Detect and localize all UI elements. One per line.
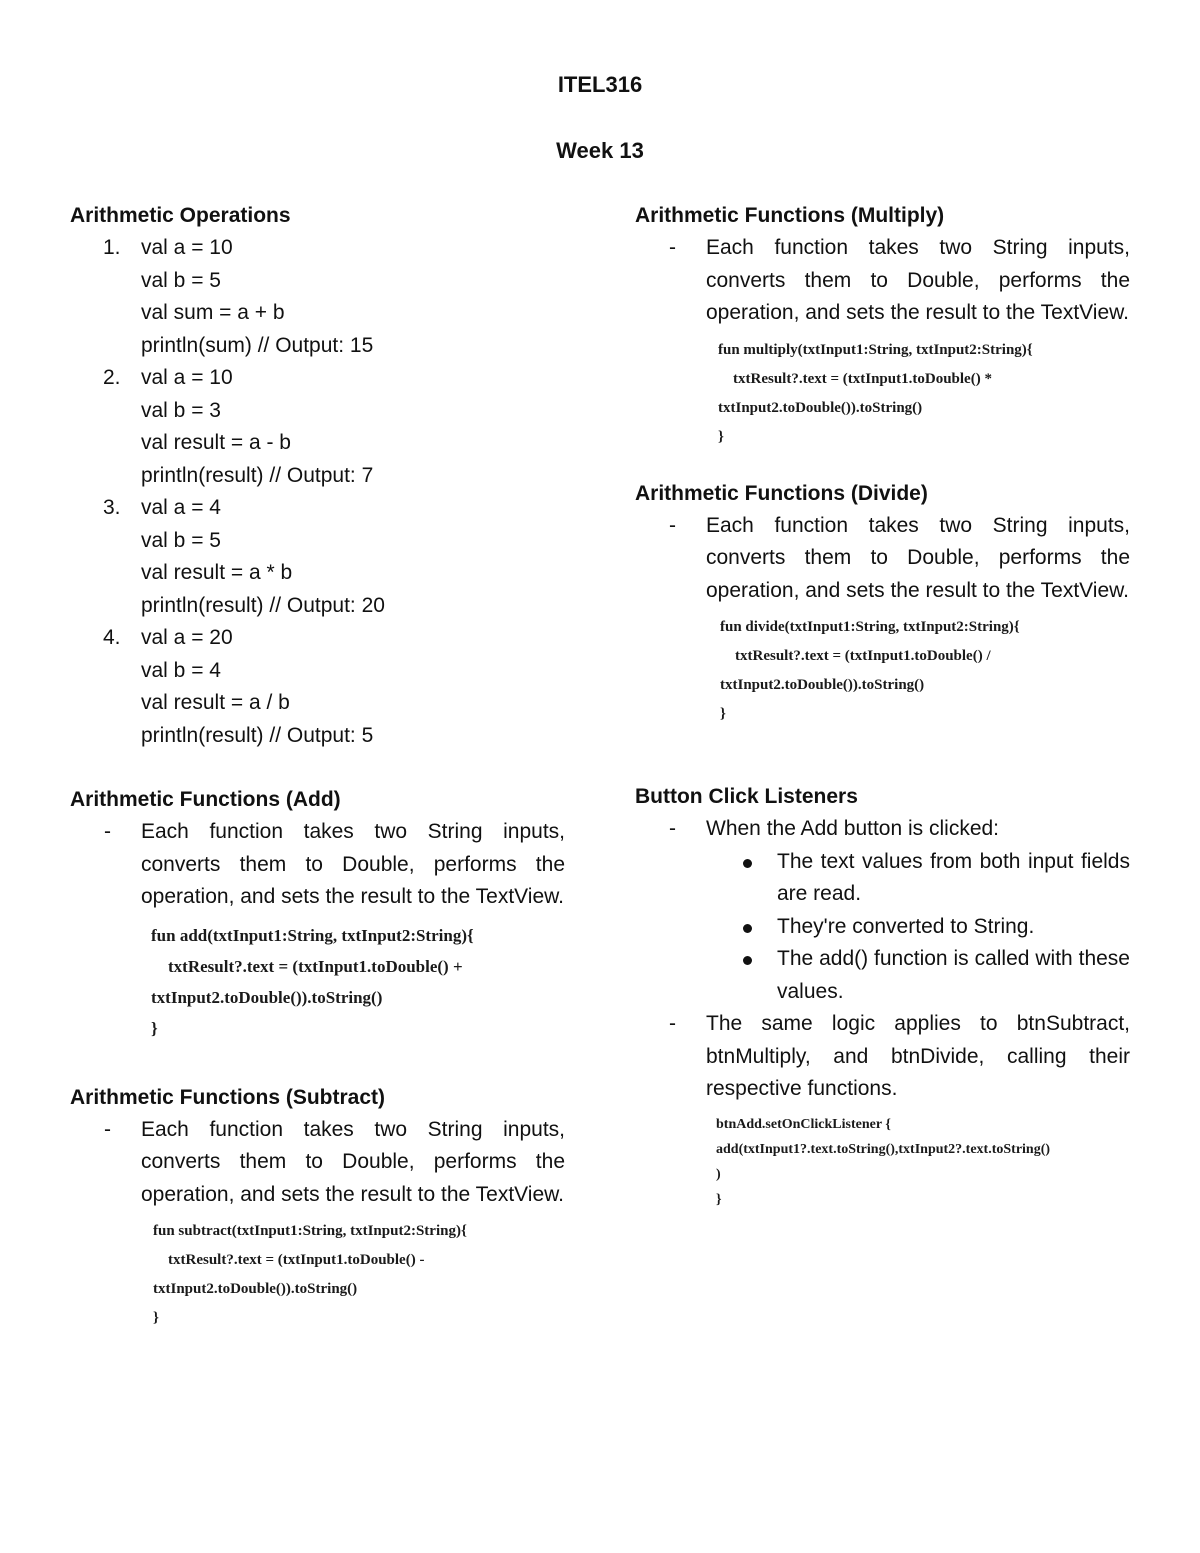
code-line: val result = a * b (141, 561, 293, 584)
code-line: txtInput2.toDouble()).toString() (720, 677, 925, 693)
bullet-text: They're converted to String. (777, 914, 1035, 938)
list-item (635, 232, 1130, 452)
code-line: val b = 4 (141, 658, 221, 682)
code-line: ) (716, 1166, 721, 1182)
code-line: txtResult?.text = (txtInput1.toDouble() + (151, 956, 463, 976)
code-line: println(sum) // Output: 15 (141, 333, 374, 357)
list-item (70, 362, 565, 492)
bullet-dot (743, 859, 752, 868)
code-line: fun subtract(txtInput1:String, txtInput2:String){ (153, 1223, 467, 1239)
bullet-dot (743, 924, 752, 933)
code-snippet (718, 336, 1130, 452)
description-list (70, 1114, 565, 1334)
code-line: val a = 20 (141, 626, 233, 649)
code-line: } (720, 706, 726, 722)
code-line: } (151, 1018, 158, 1038)
list-item (70, 816, 565, 1044)
list-item (635, 510, 1130, 730)
list-item (70, 232, 565, 362)
code-line: println(result) // Output: 5 (141, 723, 374, 747)
code-line: } (718, 428, 724, 445)
subtract-function-section (70, 1082, 565, 1334)
code-line: } (153, 1310, 159, 1326)
code-line: val b = 5 (141, 268, 221, 292)
dash-marker: - (669, 1012, 676, 1035)
description-text: Each function takes two String inputs, converts them to Double, performs the operation, and sets the result to the TextView. (141, 1117, 565, 1206)
week-title: Week 13 (556, 138, 644, 163)
description-text: When the Add button is clicked: (706, 817, 1000, 840)
dash-marker: - (104, 1117, 111, 1141)
section-title: Arithmetic Functions (Add) (70, 788, 341, 811)
list-number: 3. (103, 496, 121, 519)
code-line: txtInput2.toDouble()).toString() (718, 399, 923, 416)
section-title: Arithmetic Operations (70, 204, 291, 227)
code-line: val sum = a + b (141, 301, 285, 324)
bullet-text: The text values from both input fields are read. (777, 849, 1130, 905)
code-line: txtResult?.text = (txtInput1.toDouble() - (153, 1252, 425, 1268)
code-line: println(result) // Output: 20 (141, 593, 385, 617)
code-line: fun multiply(txtInput1:String, txtInput2:String){ (718, 341, 1033, 358)
dash-marker: - (669, 236, 676, 259)
multiply-function-section (635, 200, 1130, 452)
description-text: Each function takes two String inputs, converts them to Double, performs the operation, and sets the result to the TextView. (141, 820, 565, 908)
divide-function-section (635, 478, 1130, 730)
code-line: val b = 3 (141, 398, 221, 422)
list-number: 2. (103, 366, 121, 389)
code-line: fun add(txtInput1:String, txtInput2:String){ (151, 925, 474, 945)
left-column (70, 200, 565, 1333)
code-line: txtInput2.toDouble()).toString() (153, 1281, 358, 1297)
button-listeners-section (635, 781, 1130, 1212)
section-title: Arithmetic Functions (Multiply) (635, 204, 945, 227)
course-title: ITEL316 (557, 72, 643, 97)
arithmetic-operations-section (70, 200, 565, 752)
bullet-text: The add() function is called with these values. (777, 947, 1130, 1003)
dash-marker: - (104, 820, 111, 843)
list-item (70, 622, 565, 752)
code-snippet (153, 1217, 565, 1333)
code-snippet (151, 920, 565, 1044)
code-line: btnAdd.setOnClickListener { (716, 1116, 891, 1132)
code-line: val a = 10 (141, 366, 233, 389)
code-line: val b = 5 (141, 528, 221, 552)
list-item (635, 846, 1130, 911)
right-column (635, 200, 1130, 1212)
code-line: } (716, 1191, 722, 1207)
code-line: val result = a / b (141, 691, 290, 714)
list-number: 4. (103, 626, 121, 649)
section-title: Button Click Listeners (635, 785, 858, 808)
code-snippet (716, 1112, 1130, 1212)
description-list (635, 813, 1130, 1212)
dash-marker: - (669, 817, 676, 840)
list-item (70, 1114, 565, 1334)
bullet-list (635, 846, 1130, 1009)
code-line: txtResult?.text = (txtInput1.toDouble() / (720, 648, 991, 664)
description-list (635, 232, 1130, 452)
operations-list (70, 232, 565, 752)
list-number: 1. (103, 236, 121, 259)
bullet-dot (743, 956, 752, 965)
list-item (635, 813, 1130, 1008)
section-title: Arithmetic Functions (Divide) (635, 481, 928, 505)
code-line: println(result) // Output: 7 (141, 463, 374, 487)
code-line: val result = a - b (141, 431, 291, 454)
list-item (635, 943, 1130, 1008)
code-line: val a = 4 (141, 496, 221, 519)
description-text: Each function takes two String inputs, converts them to Double, performs the operation, and sets the result to the TextView. (706, 513, 1130, 602)
code-line: txtResult?.text = (txtInput1.toDouble() * (718, 370, 992, 387)
add-function-section (70, 784, 565, 1044)
code-line: val a = 10 (141, 236, 233, 259)
section-title: Arithmetic Functions (Subtract) (70, 1085, 386, 1109)
description-text: Each function takes two String inputs, converts them to Double, performs the operation, and sets the result to the TextView. (706, 236, 1130, 324)
list-item (70, 492, 565, 622)
code-line: add(txtInput1?.text.toString(),txtInput2?.text.toString() (716, 1141, 1051, 1157)
code-snippet (720, 613, 1130, 729)
code-line: fun divide(txtInput1:String, txtInput2:String){ (720, 619, 1020, 635)
description-text: The same logic applies to btnSubtract, btnMultiply, and btnDivide, calling their respective functions. (706, 1012, 1130, 1100)
list-item (635, 1008, 1130, 1212)
dash-marker: - (669, 513, 676, 537)
code-line: txtInput2.toDouble()).toString() (151, 987, 383, 1007)
list-item (635, 911, 1130, 944)
description-list (70, 816, 565, 1044)
description-list (635, 510, 1130, 730)
